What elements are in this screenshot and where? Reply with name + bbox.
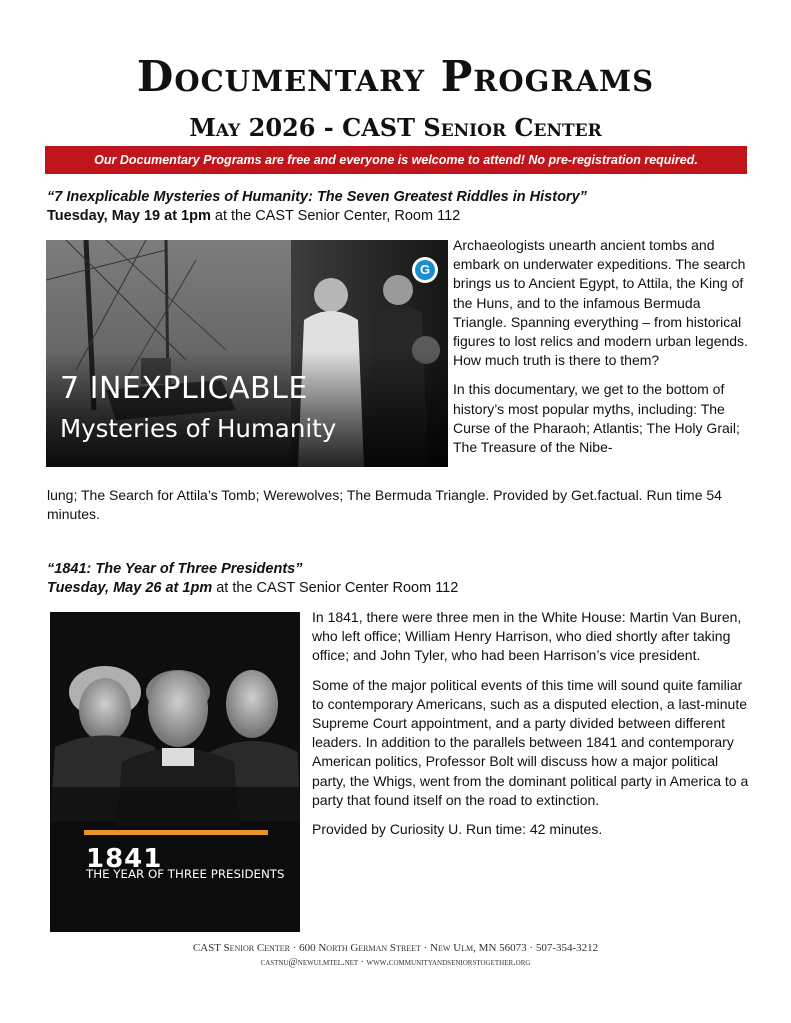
event1-poster-line1: 7 INEXPLICABLE: [60, 371, 308, 406]
info-banner: Our Documentary Programs are free and everyone is welcome to attend! No pre-registration required.: [45, 146, 747, 174]
event2-date: Tuesday, May 26 at 1pm: [47, 580, 213, 596]
event1-paragraph2-continued: lung; The Search for Attila’s Tomb; Werewolves; The Bermuda Triangle. Provided by Get.factual. Run time 54 minutes.: [47, 487, 722, 523]
event1-poster-line2: Mysteries of Humanity: [60, 414, 337, 443]
event1-paragraph2: In this documentary, we get to the bottom of history’s most popular myths, including: The Curse of the Pharaoh; Atlantis; The Holy Grail; The Treasure of the Nibe-: [453, 381, 740, 456]
event1-description-continued: [47, 486, 751, 534]
event2-poster-image: [50, 612, 300, 932]
footer-address: CAST Senior Center · 600 North German Street · New Ulm, MN 56073 · 507-354-3212: [192, 942, 599, 954]
publisher-logo-icon: G: [419, 262, 431, 277]
event2-when: [47, 579, 458, 597]
event2-paragraph3: Provided by Curiosity U. Run time: 42 minutes.: [312, 821, 603, 838]
event2-location: at the CAST Senior Center Room 112: [212, 580, 459, 596]
event2-poster-graphic: [50, 612, 300, 932]
event2-description: [312, 608, 750, 849]
event1-paragraph1: Archaeologists unearth ancient tombs and embark on underwater expeditions. The search brings us to Ancient Egypt, to Attila, the King of the Huns, and to the infamous Bermuda Triangle. Spanning everything – from historical figures to lost relics and modern urban legends. How much truth is there to them?: [453, 237, 748, 369]
event1-location: at the CAST Senior Center, Room 112: [210, 208, 461, 224]
event2-paragraph2: Some of the major political events of this time will sound quite familiar to contemporary Americans, such as a disputed election, a last-minute Supreme Court appointment, and a party divided between different leaders. In addition to the parallels between 1841 and contemporary American politics, Professor Bolt will discuss how a major political party, the Whigs, went from the dominant political party in America to a party that found itself on the road to extinction.: [312, 676, 749, 808]
event1-title: “7 Inexplicable Mysteries of Humanity: The Seven Greatest Riddles in History”: [47, 189, 587, 205]
event1-poster-image: [46, 240, 448, 467]
event1-date: Tuesday, May 19 at 1pm: [47, 208, 211, 224]
event1-description: [453, 236, 751, 467]
event1-when: [47, 207, 460, 225]
page-title: Documentary Programs: [136, 52, 655, 101]
event2-title: “1841: The Year of Three Presidents”: [47, 561, 303, 577]
footer-contact: castnu@newulmtel.net · www.communityandseniorstogether.org: [260, 957, 531, 968]
event2-poster-caption: THE YEAR OF THREE PRESIDENTS: [86, 867, 285, 881]
page-subtitle: May 2026 - CAST Senior Center: [189, 113, 602, 142]
event2-paragraph1: In 1841, there were three men in the White House: Martin Van Buren, who left office; William Henry Harrison, who died shortly after taking office; and John Tyler, who had been Harrison’s vice president.: [312, 609, 742, 664]
event2-poster-year: 1841: [86, 844, 163, 874]
